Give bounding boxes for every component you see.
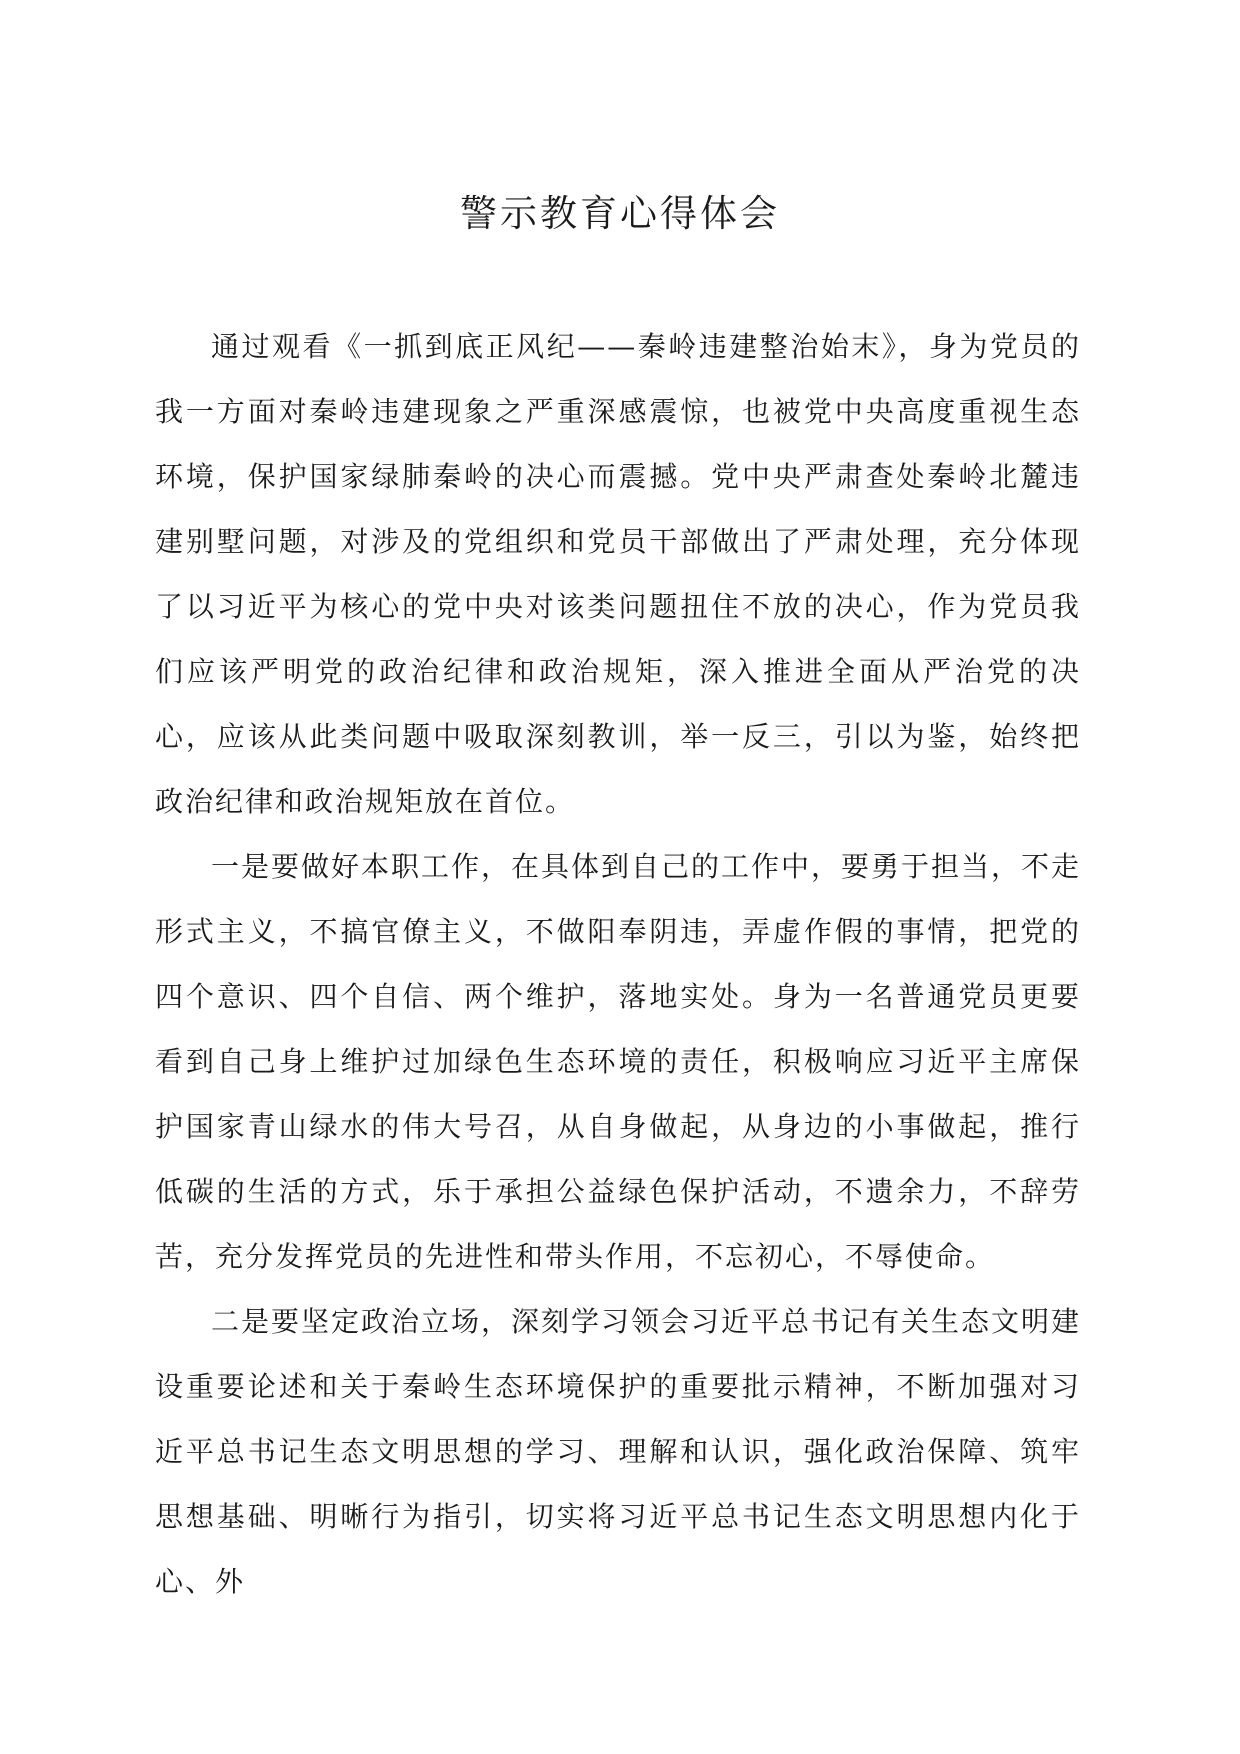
paragraph-intro: 通过观看《一抓到底正风纪——秦岭违建整治始末》，身为党员的我一方面对秦岭违建现象之严重深感震惊，也被党中央高度重视生态环境，保护国家绿肺秦岭的决心而震撼。党中央严肃查处秦岭北麓违建别墅问题，对涉及的党组织和党员干部做出了严肃处理，充分体现了以习近平为核心的党中央对该类问题扭住不放的决心，作为党员我们应该严明党的政治纪律和政治规矩，深入推进全面从严治党的决心，应该从此类问题中吸取深刻教训，举一反三，引以为鉴，始终把政治纪律和政治规矩放在首位。 xyxy=(155,330,1081,818)
paragraph-point-two: 二是要坚定政治立场，深刻学习领会习近平总书记有关生态文明建设重要论述和关于秦岭生态环境保护的重要批示精神，不断加强对习近平总书记生态文明思想的学习、理解和认识，强化政治保障、筑牢思想基础、明晰行为指引，切实将习近平总书记生态文明思想内化于心、外 xyxy=(155,1305,1082,1598)
paragraph-point-one: 一是要做好本职工作，在具体到自己的工作中，要勇于担当，不走形式主义，不搞官僚主义，不做阳奉阴违，弄虚作假的事情，把党的四个意识、四个自信、两个维护，落地实处。身为一名普通党员更要看到自己身上维护过加绿色生态环境的责任，积极响应习近平主席保护国家青山绿水的伟大号召，从自身做起，从身边的小事做起，推行低碳的生活的方式，乐于承担公益绿色保护活动，不遗余力，不辞劳苦，充分发挥党员的先进性和带头作用，不忘初心，不辱使命。 xyxy=(155,850,1082,1273)
document-body xyxy=(155,314,1081,1614)
document-title: 警示教育心得体会 xyxy=(460,192,780,235)
